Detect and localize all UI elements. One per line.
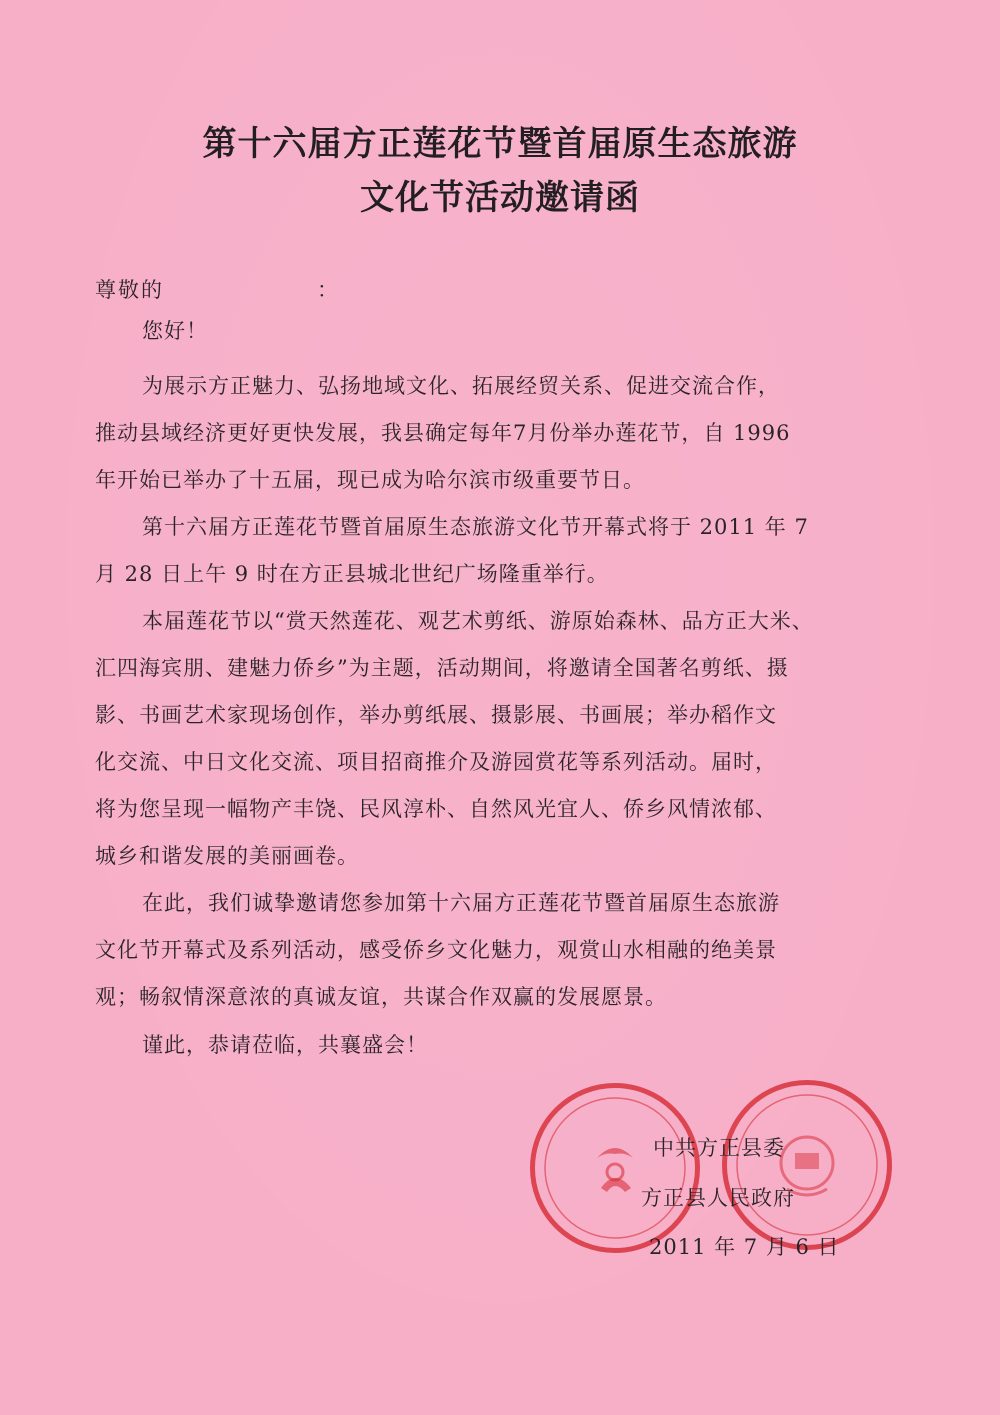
salutation-colon: ： bbox=[317, 278, 340, 302]
body-line: 在此，我们诚挚邀请您参加第十六届方正莲花节暨首届原生态旅游 bbox=[142, 891, 780, 915]
body-line: 汇四海宾朋、建魅力侨乡”为主题，活动期间，将邀请全国著名剪纸、摄 bbox=[95, 656, 789, 680]
body-line: 推动县域经济更好更快发展，我县确定每年7月份举办莲花节，自 1996 bbox=[95, 421, 791, 445]
body-line: 观；畅叙情深意浓的真诚友谊，共谋合作双赢的发展愿景。 bbox=[95, 985, 667, 1009]
body-line: 为展示方正魅力、弘扬地域文化、拓展经贸关系、促进交流合作， bbox=[142, 374, 780, 398]
signature-date: 2011 年 7 月 6 日 bbox=[649, 1235, 840, 1259]
body-line: 文化节开幕式及系列活动，感受侨乡文化魅力，观赏山水相融的绝美景 bbox=[95, 938, 777, 962]
closing-line: 谨此，恭请莅临，共襄盛会！ bbox=[142, 1033, 428, 1057]
greeting: 您好！ bbox=[142, 319, 208, 343]
party-seal-emblem-icon bbox=[535, 1088, 695, 1248]
document-title-line-1: 第十六届方正莲花节暨首届原生态旅游 bbox=[202, 124, 798, 164]
body-line: 第十六届方正莲花节暨首届原生态旅游文化节开幕式将于 2011 年 7 bbox=[142, 515, 809, 539]
signature-county-government: 方正县人民政府 bbox=[641, 1186, 795, 1210]
body-line: 影、书画艺术家现场创作，举办剪纸展、摄影展、书画展；举办稻作文 bbox=[95, 703, 777, 727]
county-government-seal bbox=[722, 1080, 892, 1250]
body-line: 本届莲花节以“赏天然莲花、观艺术剪纸、游原始森林、品方正大米、 bbox=[142, 609, 814, 633]
body-line: 城乡和谐发展的美丽画卷。 bbox=[95, 844, 359, 868]
body-line: 化交流、中日文化交流、项目招商推介及游园赏花等系列活动。届时， bbox=[95, 750, 777, 774]
national-emblem-icon bbox=[727, 1085, 887, 1245]
signature-party-committee: 中共方正县委 bbox=[653, 1136, 785, 1160]
body-line: 年开始已举办了十五届，现已成为哈尔滨市级重要节日。 bbox=[95, 468, 645, 492]
body-line: 月 28 日上午 9 时在方正县城北世纪广场隆重举行。 bbox=[95, 562, 609, 586]
document-title-line-2: 文化节活动邀请函 bbox=[360, 178, 640, 218]
salutation-text: 尊敬的 bbox=[95, 278, 164, 302]
body-line: 将为您呈现一幅物产丰饶、民风淳朴、自然风光宜人、侨乡风情浓郁、 bbox=[95, 797, 777, 821]
salutation bbox=[95, 274, 340, 304]
party-committee-seal bbox=[530, 1083, 700, 1253]
